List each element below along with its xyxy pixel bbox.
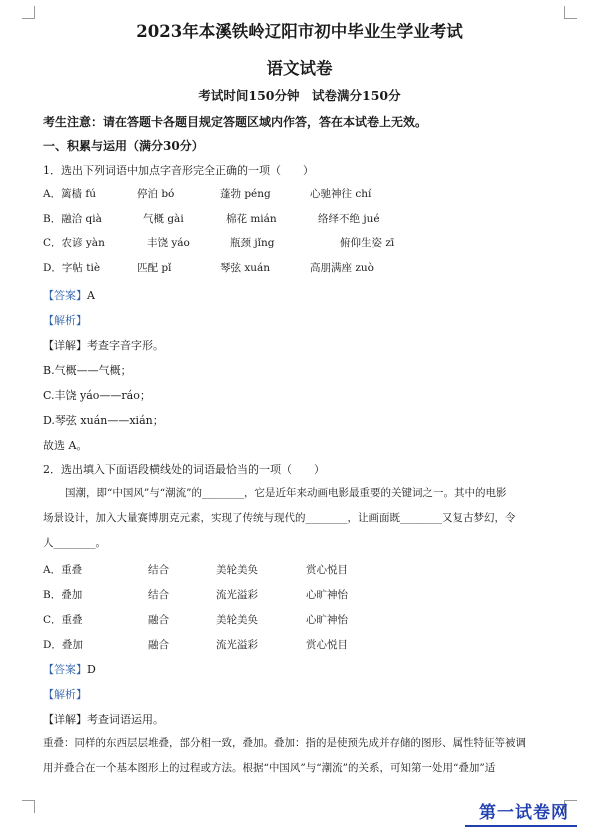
explanation <box>43 731 563 781</box>
question-1-stem: 1．选出下列词语中加点字音形完全正确的一项（ ） <box>43 164 314 177</box>
option-cell: 蓬勃 péng <box>220 188 271 200</box>
passage-line: 场景设计，加入大量赛博朋克元素，实现了传统与现代的________，让画面既________又复古梦幻，令 <box>43 512 516 524</box>
note-line: B.气概——气概； <box>43 364 132 377</box>
option-cell: D．叠加 <box>43 639 83 651</box>
answer-value: D <box>87 663 96 676</box>
option-cell: D．字帖 tiè <box>43 262 101 274</box>
option-cell: 流光溢彩 <box>216 589 258 601</box>
option-cell: C．重叠 <box>43 614 83 626</box>
option-cell: 融合 <box>148 614 169 626</box>
option-cell: 赏心悦目 <box>306 639 348 651</box>
option-cell: 停泊 bó <box>137 188 175 200</box>
detail-text: 考查字音字形。 <box>87 339 164 352</box>
detail-label: 【详解】 <box>43 713 87 726</box>
option-cell: 赏心悦目 <box>306 564 348 576</box>
option-cell: 瓶颈 jǐng <box>230 237 275 249</box>
option-cell: 美轮美奂 <box>216 564 258 576</box>
site-watermark: 第一试卷网 <box>479 803 569 823</box>
analysis-label: 【解析】 <box>43 688 87 701</box>
crop-mark-bottom-left <box>22 800 35 813</box>
note-line: C.丰饶 yáo——ráo； <box>43 389 151 402</box>
option-cell: 匹配 pǐ <box>137 262 172 274</box>
option-cell: 心驰神往 chí <box>310 188 372 200</box>
detail-text: 考查词语运用。 <box>87 713 164 726</box>
option-cell: A．重叠 <box>43 564 83 576</box>
option-cell: 心旷神怡 <box>306 589 348 601</box>
analysis-label: 【解析】 <box>43 314 87 327</box>
conclusion: 故选 A。 <box>43 439 88 452</box>
option-cell: 丰饶 yáo <box>147 237 190 249</box>
answer-line <box>43 661 96 677</box>
passage-line: 人________。 <box>43 537 106 549</box>
detail-label: 【详解】 <box>43 339 87 352</box>
option-cell: C．农谚 yàn <box>43 237 105 249</box>
option-cell: 棉花 mián <box>226 213 277 225</box>
option-cell: 融合 <box>148 639 169 651</box>
question-2-passage <box>43 481 563 556</box>
exam-info: 考试时间150分钟 试卷满分150分 <box>198 88 401 103</box>
option-cell: 结合 <box>148 564 169 576</box>
exam-subtitle: 语文试卷 <box>266 59 333 78</box>
option-cell: 流光溢彩 <box>216 639 258 651</box>
answer-value: A <box>87 289 95 302</box>
watermark-underline <box>465 825 577 827</box>
option-cell: 琴弦 xuán <box>220 262 271 274</box>
notice: 考生注意：请在答题卡各题目规定答题区域内作答，答在本试卷上无效。 <box>43 115 428 129</box>
option-cell: 美轮美奂 <box>216 614 258 626</box>
explanation-line: 用并叠合在一个基本图形上的过程或方法。根据“中国风”与“潮流”的关系，可知第一处用“叠加”适 <box>43 762 496 774</box>
option-cell: B．叠加 <box>43 589 83 601</box>
explanation-line: 重叠：同样的东西层层堆叠，部分相一致，叠加。叠加：指的是使预先成并存储的图形、属性特征等被调 <box>43 737 526 749</box>
option-cell: 气概 gài <box>143 213 184 225</box>
option-cell: 结合 <box>148 589 169 601</box>
answer-label: 【答案】 <box>43 289 87 302</box>
note-line: D.琴弦 xuán——xián； <box>43 414 164 427</box>
section-heading: 一、积累与运用（满分30分） <box>43 139 204 153</box>
option-cell: 心旷神怡 <box>306 614 348 626</box>
question-2-stem: 2．选出填入下面语段横线处的词语最恰当的一项（ ） <box>43 463 325 476</box>
option-cell: 络绎不绝 jué <box>318 213 380 225</box>
option-cell: B．融洽 qià <box>43 213 102 225</box>
answer-label: 【答案】 <box>43 663 87 676</box>
detail-line <box>43 711 164 727</box>
passage-line: 国潮，即“中国风”与“潮流”的________，它是近年来动画电影最重要的关键词之一。其中的电影 <box>65 487 507 499</box>
option-cell: 俯仰生姿 zī <box>340 237 395 249</box>
option-cell: A．篱樯 fú <box>43 188 97 200</box>
detail-line <box>43 337 164 353</box>
option-cell: 高朋满座 zuò <box>310 262 374 274</box>
answer-line <box>43 287 95 303</box>
exam-title: 2023年本溪铁岭辽阳市初中毕业生学业考试 <box>136 22 463 41</box>
